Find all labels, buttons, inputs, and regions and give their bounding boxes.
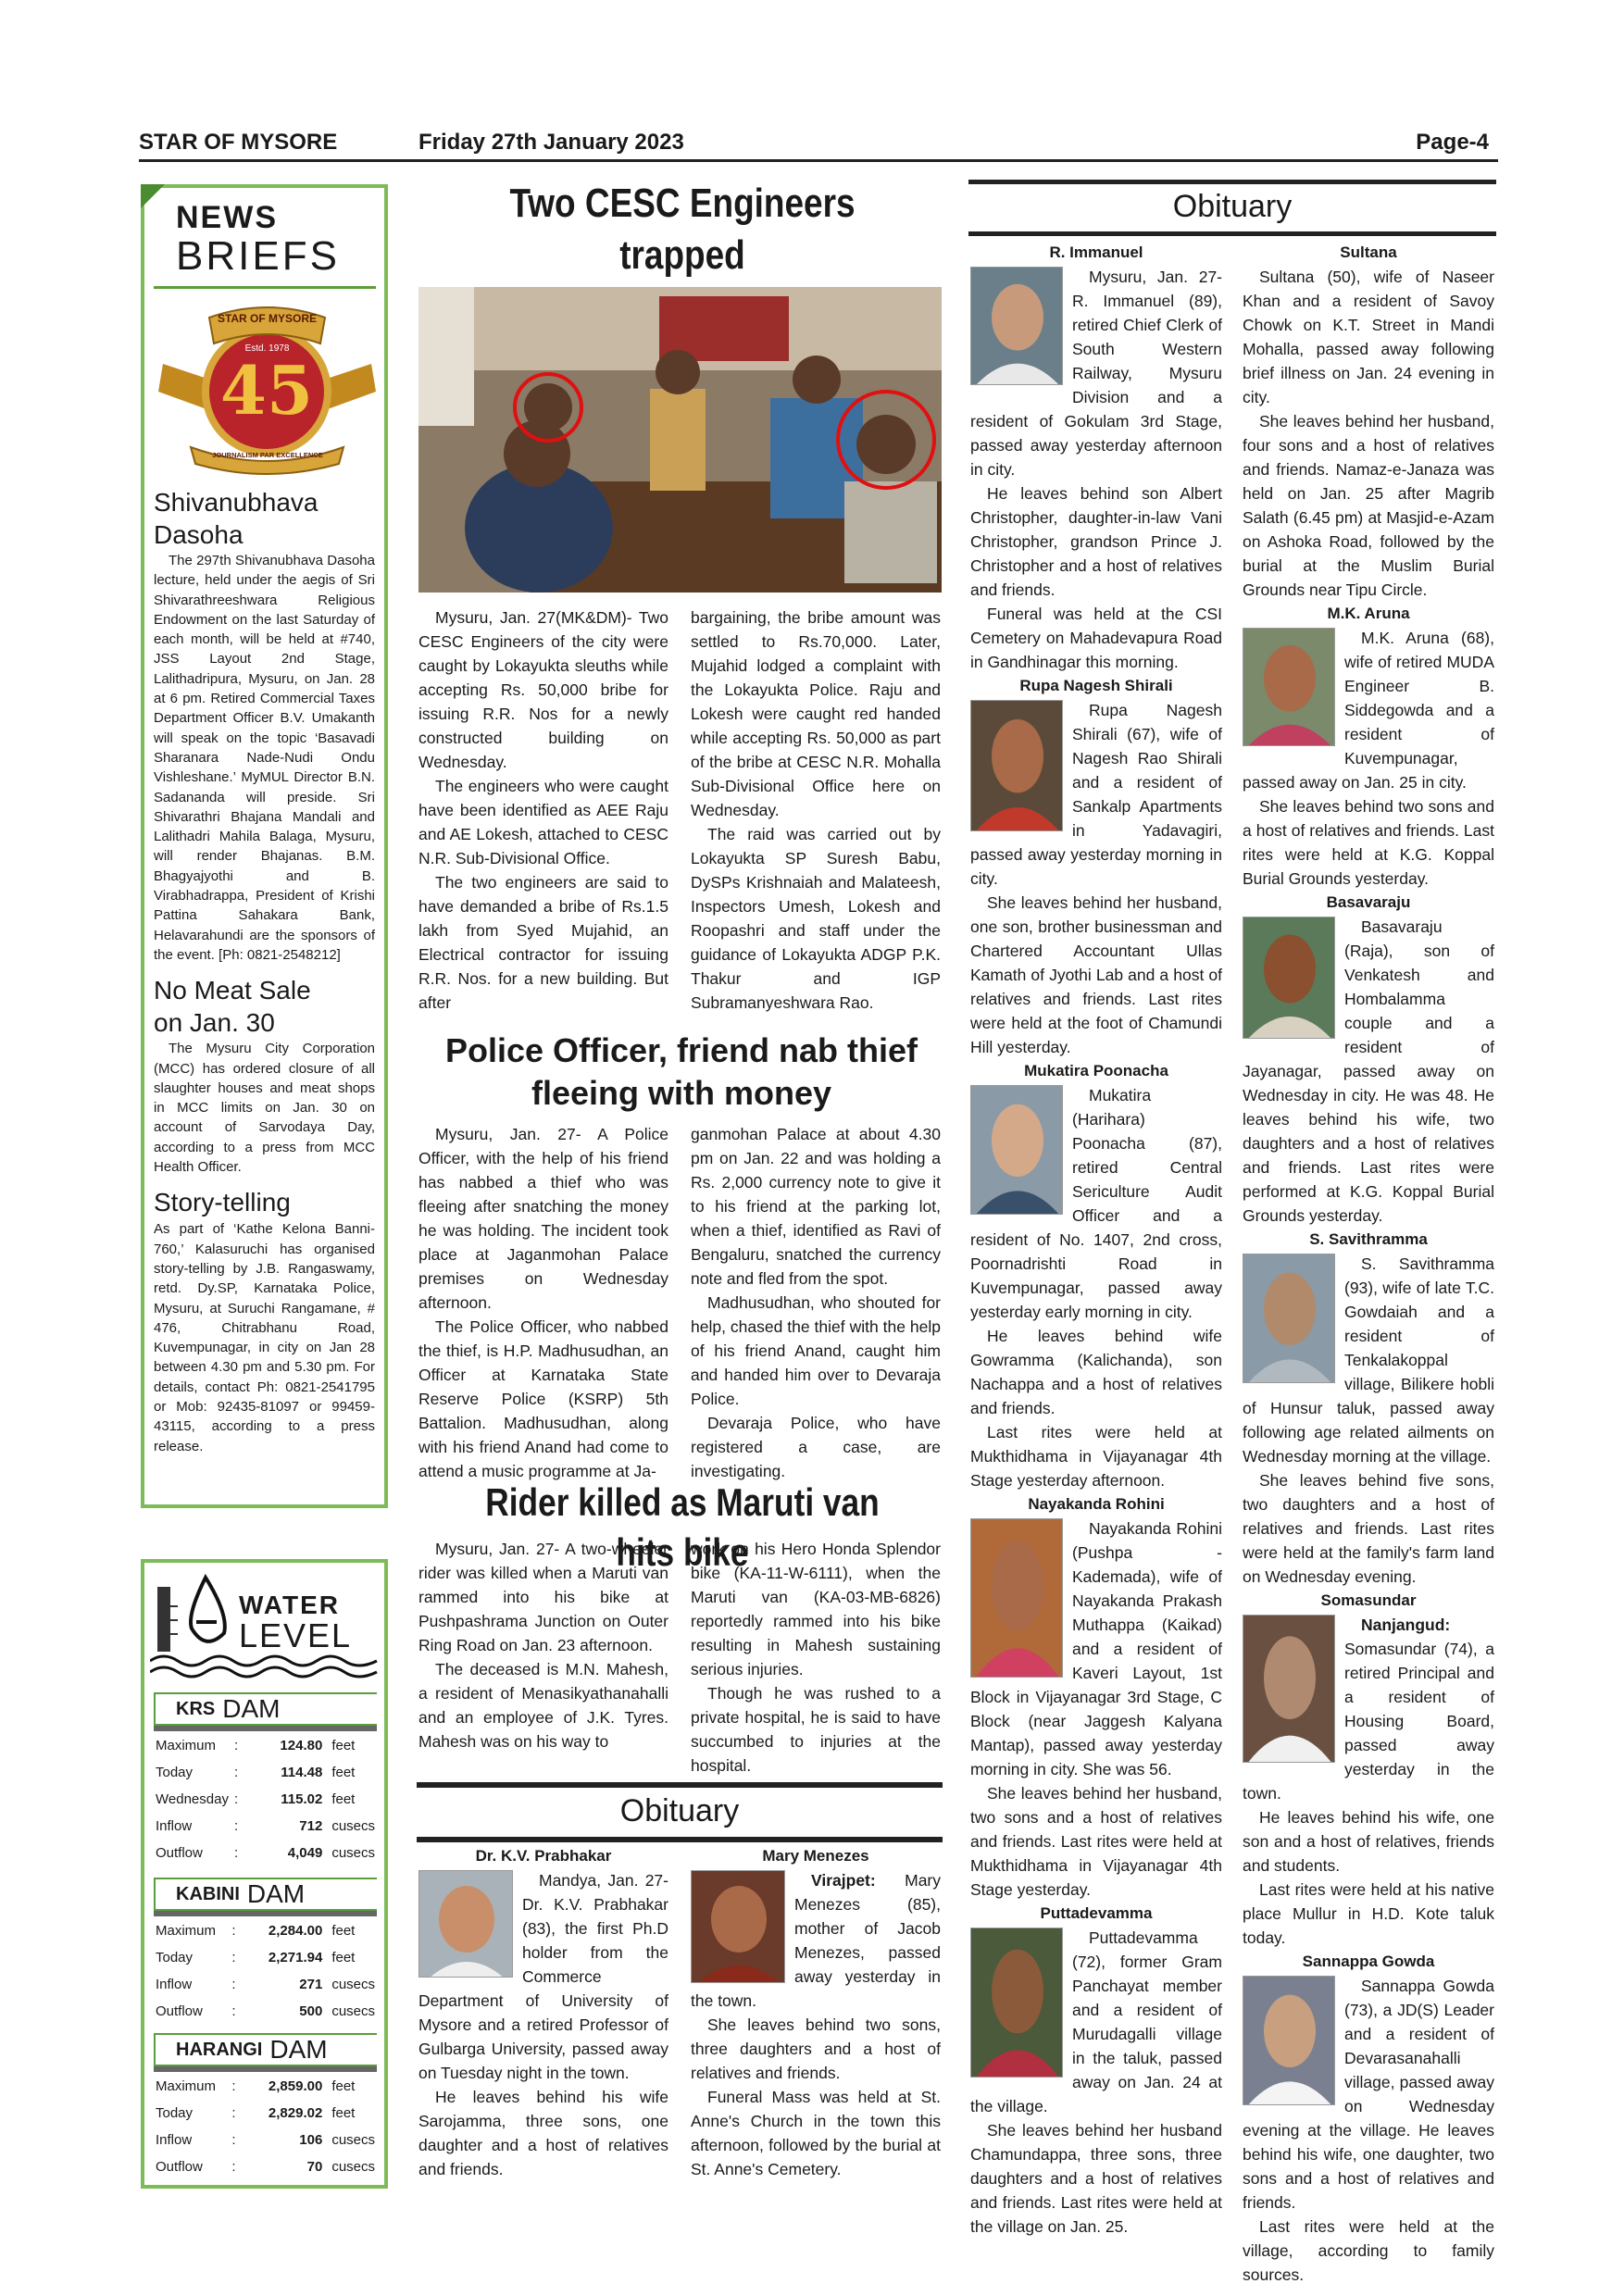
obit-para: She leaves behind five sons, two daughters and a host of relatives and friends. Last rites were held at the family's farm land on Wednesday evening. (1243, 1471, 1494, 1586)
dam-row-unit: cusecs (331, 2003, 375, 2019)
dam-row-label: Outflow (156, 1845, 203, 1861)
dam-row-value: 2,829.02 (268, 2105, 323, 2121)
dam-row-value: 70 (306, 2159, 323, 2175)
dam-row-unit: cusecs (331, 2159, 375, 2175)
dam-row-label: Wednesday (156, 1791, 229, 1807)
dam-row-sep: : (231, 2159, 236, 2175)
dam-row-label: Inflow (156, 1818, 193, 1834)
dam-row (156, 1733, 375, 1758)
obit-para: She leaves behind her husband Chamundappa, three sons, three daughters and a host of relatives and friends. Last rites were held at the village on Jan. 25. (970, 2121, 1222, 2236)
dam-row-unit: cusecs (331, 2132, 375, 2148)
portrait-photo (1243, 1615, 1335, 1763)
story1-p1: Mysuru, Jan. 27(MK&DM)- Two CESC Engineers of the city were caught by Lokayukta sleuths while accepting Rs. 50,000 bribe for issuing R.R. Nos for a newly constructed building on Wednesday. (418, 608, 668, 771)
dam-row-label: Today (156, 1765, 194, 1780)
obit-name: Dr. K.V. Prabhakar (475, 1847, 612, 1865)
portrait-photo (970, 1085, 1063, 1215)
dam-row (156, 1814, 375, 1839)
obit-para: Last rites were held at his native place Mullur in H.D. Kote taluk today. (1243, 1880, 1494, 1947)
story1-p4: bargaining, the bribe amount was settled to Rs.70,000. Later, Mujahid lodged a complaint with the Lokayukta Police. Raju and Lokesh were caught red handed while accepting Rs. 50,000 as part of the bribe at CESC N.R. Mohalla Sub-Divisional Office here on Wednesday. (691, 608, 941, 819)
dam-label: DAM (269, 2035, 328, 2064)
obit-menezes (691, 1844, 941, 2181)
obit-lead: Sultana (50), wife of Naseer Khan and a resident of Savoy Chowk on K.T. Street in Mandi Mohalla, passed away following brief illness on Jan. 24 evening in city. (1243, 268, 1494, 406)
dam-row-unit: feet (331, 2078, 356, 2094)
dam-row-value: 712 (299, 1818, 323, 1834)
obit-name: Mary Menezes (762, 1847, 869, 1865)
obit-para: Last rites were held at the village, according to family sources. (1243, 2217, 1494, 2284)
header-rule (139, 159, 1498, 162)
obit-name: Rupa Nagesh Shirali (1019, 677, 1173, 694)
dam-row-sep: : (233, 1765, 239, 1780)
issue-date: Friday 27th January 2023 (418, 130, 684, 155)
dam-name: KRS (176, 1698, 216, 1719)
story2-col1 (418, 1122, 668, 1483)
obit-lead: Basavaraju (Raja), son of Venkatesh and Hombalamma couple and a resident of Jayanagar, passed away on Wednesday in city. He was 48. He leaves behind his wife, two daughters and a host of relatives and friends. Last rites were performed at K.G. Koppal Burial Grounds yesterday. (1243, 917, 1494, 1225)
obit-entry (970, 674, 1222, 1059)
obit-right-rule-bottom (968, 231, 1496, 236)
dam-row-unit: feet (331, 1765, 356, 1780)
dam-row (156, 2128, 375, 2152)
dam-row (156, 2101, 375, 2126)
brief-story-telling (154, 1186, 375, 1456)
dam-row (156, 2154, 375, 2179)
dam-row-label: Outflow (156, 2159, 203, 2175)
story2-p5: Devaraja Police, who have registered a case, are investigating. (691, 1414, 941, 1480)
obit-lead-text: Somasundar (74), a retired Principal and a resident of Housing Board, passed away yesterday in the town. (1243, 1640, 1494, 1803)
story1-col2 (691, 605, 941, 1015)
obit-entry (1243, 241, 1494, 602)
news-briefs-box (141, 184, 388, 1508)
water-drop-graphic (150, 1568, 381, 1679)
obit-name: Basavaraju (1326, 893, 1411, 911)
obit-mid-rule-top (417, 1782, 943, 1788)
dam-name: KABINI (176, 1883, 240, 1904)
logo-number: 45 (219, 351, 314, 430)
obit-para: Last rites were held at Mukthidhama in Vijayanagar 4th Stage yesterday afternoon. (970, 1423, 1222, 1490)
obit-para: She leaves behind two sons and a host of relatives and friends. Last rites were held at K.G. Koppal Burial Grounds yesterday. (1243, 797, 1494, 888)
story1-p2: The engineers who were caught have been identified as AEE Raju and AE Lokesh, attached to CESC N.R. Sub-Divisional Office. (418, 777, 668, 867)
obit-name: S. Savithramma (1309, 1230, 1428, 1248)
dam-row-value: 124.80 (280, 1738, 323, 1753)
story3-p3: work on his Hero Honda Splendor bike (KA-11-W-6111), when the Maruti van (KA-03-MB-6826) reportedly rammed into his bike resulting in Mahesh sustaining serious injuries. (691, 1540, 941, 1678)
portrait-photo (970, 267, 1063, 385)
dam-row-label: Maximum (156, 1923, 217, 1939)
dam-row-unit: feet (331, 1738, 356, 1753)
obit-entry (1243, 891, 1494, 1228)
portrait-photo (1243, 628, 1335, 746)
obit-place: Virajpet: (811, 1871, 876, 1890)
dam-row-sep: : (231, 1950, 236, 1965)
brief-shivanubhava (154, 486, 375, 965)
dam-row-sep: : (233, 1791, 239, 1807)
story2-col2 (691, 1122, 941, 1483)
obit-right-rule-top (968, 180, 1496, 184)
obit-para: He leaves behind wife Gowramma (Kalichanda), son Nachappa and a host of relatives and friends. (970, 1327, 1222, 1417)
dam-row-value: 115.02 (281, 1791, 323, 1807)
brief-title: No Meat Sale (154, 976, 311, 1005)
portrait-photo (691, 1870, 785, 1983)
obit-lead: Rupa Nagesh Shirali (67), wife of Nagesh Rao Shirali and a resident of Sankalp Apartments in Yadavagiri, passed away yesterday morning in city. (970, 701, 1222, 888)
story2-p1: Mysuru, Jan. 27- A Police Officer, with the help of his friend has nabbed a thief who was fleeing after snatching the money he was holding. The incident took place at Jaganmohan Palace premises on Wednesday afternoon. (418, 1125, 668, 1312)
portrait-photo (970, 700, 1063, 831)
story3-col2 (691, 1537, 941, 1778)
obit-lead: M.K. Aruna (68), wife of retired MUDA Engineer B. Siddegowda and a resident of Kuvempunagar, passed away on Jan. 25 in city. (1243, 629, 1494, 792)
obit-entry (1243, 1950, 1494, 2287)
portrait-photo (418, 1870, 513, 1978)
dam-header (154, 1692, 377, 1726)
obit-entry (970, 241, 1222, 674)
obit-name: Nayakanda Rohini (1028, 1495, 1165, 1513)
brief-title: Story-telling (154, 1188, 291, 1217)
dam-row-value: 500 (299, 2003, 323, 2019)
krs-dam-section (144, 1692, 384, 1867)
story3-p1: Mysuru, Jan. 27- A two-wheeler rider was killed when a Maruti van rammed into his bike at Pushpashrama Junction on Outer Ring Road on Jan. 23 afternoon. (418, 1540, 668, 1654)
obit-lead: Mandya, Jan. 27- Dr. K.V. Prabhakar (83), the first Ph.D holder from the Commerce Department of University of Mysore and a retired Professor of Gulbarga University, passed away on Tuesday night in the town. (418, 1871, 668, 2082)
dam-row-sep: : (233, 1738, 239, 1753)
logo-estd: Estd. 1978 (244, 343, 290, 354)
obit-place: Nanjangud: (1361, 1616, 1451, 1634)
obit-right-title: Obituary (1172, 189, 1293, 224)
dam-row-unit: feet (331, 1950, 356, 1965)
dam-row-sep: : (231, 2132, 236, 2148)
obit-name: Puttadevamma (1040, 1904, 1153, 1922)
star-of-mysore-45-logo (154, 299, 381, 475)
brief-body: The 297th Shivanubhava Dasoha lecture, held under the aegis of Sri Shivarathreeshwara Religious Endowment on the last Saturday of each month, will be held at #740, JSS Layout 2nd Stage, Lalithadripura, Mysuru, on Jan. 28 at 6 pm. Retired Commercial Taxes Department Officer B.V. Umakanth will speak on the topic ‘Basavadi Sharanara Nade-Nudi Ondu Vishleshane.’ MyMUL Director B.N. Sadananda will preside. Sri Shivarathri Bhajana Mandali and Lalithadri Mahila Balaga, Mysuru, will render Bhajanas. B.M. Bhagyajyothi and B. Virabhadrappa, President of Krishi Pattina Sahakara Bank, Helavarahundi are the sponsors of the event. [Ph: 0821-2548212] (154, 553, 375, 963)
page-number: Page-4 (1416, 130, 1489, 155)
story1-photo (418, 287, 942, 593)
headline-line2: fleeing with money (531, 1074, 832, 1112)
portrait-photo (1243, 1254, 1335, 1383)
dam-row (156, 1945, 375, 1970)
obit-right-col2 (1243, 241, 1494, 2287)
dam-row-label: Inflow (156, 2132, 193, 2148)
dam-row-unit: cusecs (331, 1845, 375, 1861)
story2-p4: Madhusudhan, who shouted for help, chased the thief with the help of his friend Anand, caught him and handed him over to Devaraja Police. (691, 1293, 941, 1408)
obit-lead: S. Savithramma (93), wife of late T.C. Gowdaiah and a resident of Tenkalakoppal village, Bilikere hobli of Hunsur taluk, passed away following age related ailments on Wednesday morning at the village. (1243, 1254, 1494, 1466)
briefs-underline (154, 286, 376, 289)
obit-para: He leaves behind his wife Sarojamma, three sons, one daughter and a host of relatives and friends. (418, 2088, 668, 2178)
headline-line1: Two CESC Engineers trapped (509, 181, 856, 278)
obit-mid-rule-bottom (417, 1837, 943, 1842)
story2-p3: ganmohan Palace at about 4.30 pm on Jan. 22 and was holding a Rs. 2,000 currency note to give it to his friend at the parking lot, when a thief, identified as Ravi of Bengaluru, snatched the currency note and fled from the spot. (691, 1125, 941, 1288)
dam-label: DAM (246, 1879, 306, 1908)
obit-para: Funeral Mass was held at St. Anne's Church in the town this afternoon, followed by the burial at St. Anne's Cemetery. (691, 2088, 941, 2178)
harangi-dam-section (144, 2033, 384, 2181)
obit-para: Funeral was held at the CSI Cemetery on Mahadevapura Road in Gandhinagar this morning. (970, 605, 1222, 671)
dam-row-sep: : (233, 1818, 239, 1834)
obit-lead: Mysuru, Jan. 27- R. Immanuel (89), retired Chief Clerk of South Western Railway, Mysuru Division and a resident of Gokulam 3rd Stage, passed away yesterday afternoon in city. (970, 268, 1222, 479)
dam-row-value: 114.48 (281, 1765, 323, 1780)
water-level-box (141, 1559, 388, 2189)
dam-label: DAM (222, 1694, 281, 1723)
obit-name: Sultana (1340, 243, 1397, 261)
level-title: LEVEL (239, 1616, 353, 1654)
brief-title-line2: on Jan. 30 (154, 1008, 275, 1038)
story3-p4: Though he was rushed to a private hospital, he is said to have succumbed to injuries at the hospital. (691, 1684, 941, 1775)
obit-name: M.K. Aruna (1327, 605, 1410, 622)
dam-row-unit: feet (331, 2105, 356, 2121)
portrait-photo (1243, 1976, 1335, 2105)
obit-para: She leaves behind her husband, two sons and a host of relatives and friends. Last rites were held at Mukthidhama in Vijayanagar 4th Stage yesterday. (970, 1784, 1222, 1899)
story1-p3: The two engineers are said to have demanded a bribe of Rs.1.5 lakh from Syed Mujahid, an Electrical contractor for issuing R.R. Nos. for a new building. But after (418, 873, 668, 1012)
dam-row-value: 106 (299, 2132, 323, 2148)
dam-row (156, 1787, 375, 1812)
obit-entry (1243, 602, 1494, 891)
dam-row-sep: : (231, 1977, 236, 1992)
dam-header (154, 1878, 377, 1911)
story2-headline (415, 1029, 948, 1115)
obit-name: R. Immanuel (1049, 243, 1143, 261)
obit-entry (1243, 1228, 1494, 1589)
dam-row-unit: feet (331, 1923, 356, 1939)
obit-entry (970, 1492, 1222, 1902)
logo-top-text: STAR OF MYSORE (217, 312, 318, 325)
briefs-title-news: NEWS (176, 200, 278, 235)
dam-table (154, 1916, 377, 2026)
dam-row-label: Today (156, 1950, 194, 1965)
briefs-title-briefs: BRIEFS (176, 233, 340, 279)
obit-para: He leaves behind son Albert Christopher, daughter-in-law Vani Christopher, grandson Prince J. Christopher and a host of relatives and friends. (970, 484, 1222, 599)
brief-body: The Mysuru City Corporation (MCC) has ordered closure of all slaughter houses and meat shops in MCC limits on Jan. 30 on account of Sarvodaya Day, according to a press from MCC Health Officer. (154, 1041, 375, 1176)
dam-table (154, 1731, 377, 1867)
brief-no-meat-sale (154, 974, 375, 1177)
obit-para: She leaves behind her husband, one son, brother businessman and Chartered Accountant Ullas Kamath of Jyothi Lab and a host of relatives and friends. Last rites were held at the foot of Chamundi Hill yesterday. (970, 893, 1222, 1056)
portrait-photo (970, 1518, 1063, 1678)
portrait-photo (1243, 917, 1335, 1039)
obit-para: She leaves behind her husband, four sons and a host of relatives and friends. Namaz-e-Janaza was held on Jan. 25 after Magrib Salath (6.45 pm) at Masjid-e-Azam on Ashoka Road, followed by the burial at the Muslim Burial Grounds near Tipu Circle. (1243, 412, 1494, 599)
obit-lead: Nayakanda Rohini (Pushpa - Kademada), wife of Nayakanda Prakash Muthappa (Kaikad) and a resident of Kaveri Layout, 1st Block in Vijayanagar 3rd Stage, C Block (near Jaggesh Kalyana Mantap), passed away yesterday morning in city. She was 56. (970, 1519, 1222, 1778)
obit-prabhakar (418, 1844, 668, 2181)
dam-row (156, 1999, 375, 2024)
dam-row-sep: : (231, 2003, 236, 2019)
dam-header (154, 2033, 377, 2066)
dam-row-value: 4,049 (287, 1845, 323, 1861)
obit-para: He leaves behind his wife, one son and a host of relatives, friends and students. (1243, 1808, 1494, 1875)
dam-row (156, 2074, 375, 2099)
dam-table (154, 2072, 377, 2181)
paper-name: STAR OF MYSORE (139, 130, 338, 155)
dam-row (156, 1918, 375, 1943)
obit-lead: Puttadevamma (72), former Gram Panchayat member and a resident of Murudagalli village in the taluk, passed away on Jan. 24 at the village. (970, 1928, 1222, 2115)
headline-line1: Police Officer, friend nab thief (444, 1031, 918, 1069)
kabini-dam-section (144, 1878, 384, 2026)
dam-row-label: Today (156, 2105, 194, 2121)
dam-row (156, 1841, 375, 1866)
dam-row-value: 2,284.00 (268, 1923, 323, 1939)
brief-body: As part of ‘Kathe Kelona Banni-760,’ Kalasuruchi has organised story-telling by J.B. Rangaswamy, retd. Dy.SP, Karnataka Police, Mysuru, at Suruchi Rangamane, # 476, Chitrabhanu Road, Kuvempunagar, in city on Jan 28 between 4.30 pm and 5.30 pm. For details, contact Ph: 0821-2541795 or Mob: 92435-81097 or 99459-43115, according to a press release. (154, 1221, 375, 1454)
dam-row-label: Maximum (156, 2078, 217, 2094)
dam-name: HARANGI (176, 2039, 263, 2060)
story2-p2: The Police Officer, who nabbed the thief, is H.P. Madhusudhan, an Officer at Karnataka State Reserve Police (KSRP) 5th Battalion. Madhusudhan, along with his friend Anand had come to attend a music programme at Ja- (418, 1317, 668, 1480)
dam-row (156, 1972, 375, 1997)
dam-row-sep: : (231, 1923, 236, 1939)
obit-entry (970, 1902, 1222, 2239)
brief-title: Shivanubhava (154, 488, 319, 517)
logo-ribbon: JOURNALISM PAR EXCELLENCE (212, 451, 323, 459)
dam-row-value: 271 (299, 1977, 323, 1992)
story1-col1 (418, 605, 668, 1015)
dam-row-sep: : (233, 1845, 239, 1861)
obit-name: Mukatira Poonacha (1024, 1062, 1168, 1079)
obit-lead: Sannappa Gowda (73), a JD(S) Leader and a resident of Devarasanahalli village, passed away on Wednesday evening at the village. He leaves behind his wife, one daughter, two sons and a host of relatives and friends. (1243, 1977, 1494, 2212)
obit-mid-title: Obituary (619, 1793, 740, 1828)
obit-name: Somasundar (1320, 1591, 1417, 1609)
dam-row-unit: cusecs (331, 1977, 375, 1992)
story3-headline: Rider killed as Maruti van hits bike (485, 1480, 880, 1574)
dam-row-value: 2,859.00 (268, 2078, 323, 2094)
story3-col1 (418, 1537, 668, 1753)
story3-p2: The deceased is M.N. Mahesh, a resident of Menasikyathanahalli and an employee of J.K. Tyres. Mahesh was on his way to (418, 1660, 668, 1751)
obit-entry (970, 1059, 1222, 1492)
dam-row-unit: feet (331, 1791, 356, 1807)
obit-lead: Mukatira (Harihara) Poonacha (87), retired Central Sericulture Audit Officer and a resident of No. 1407, 2nd cross, Poornadrishti Road in Kuvempunagar, passed away yesterday early morning in city. (970, 1086, 1222, 1321)
brief-title-line2: Dasoha (154, 520, 244, 549)
dam-row-label: Maximum (156, 1738, 217, 1753)
obit-entry (1243, 1589, 1494, 1950)
briefs-corner-tab (141, 184, 165, 208)
dam-row (156, 1760, 375, 1785)
obit-name: Sannappa Gowda (1302, 1953, 1435, 1970)
obit-lead-text: Mary Menezes (85), mother of Jacob Menezes, passed away yesterday in the town. (691, 1871, 941, 2010)
story1-p5: The raid was carried out by Lokayukta SP Suresh Babu, DySPs Krishnaiah and Malateesh, Inspectors Umesh, Lokesh and Roopashri and staff under the guidance of Lokayukta ADGP P.K. Thakur and IGP Subramanyeshwara Rao. (691, 825, 941, 1012)
obit-right-col1 (970, 241, 1222, 2239)
dam-row-value: 2,271.94 (268, 1950, 323, 1965)
water-title: WATER (239, 1591, 341, 1619)
obit-para: She leaves behind two sons, three daughters and a host of relatives and friends. (691, 2015, 941, 2082)
dam-row-label: Inflow (156, 1977, 193, 1992)
dam-row-sep: : (231, 2105, 236, 2121)
dam-row-label: Outflow (156, 2003, 203, 2019)
portrait-photo (970, 1928, 1063, 2078)
dam-row-unit: cusecs (331, 1818, 375, 1834)
dam-row-sep: : (231, 2078, 236, 2094)
